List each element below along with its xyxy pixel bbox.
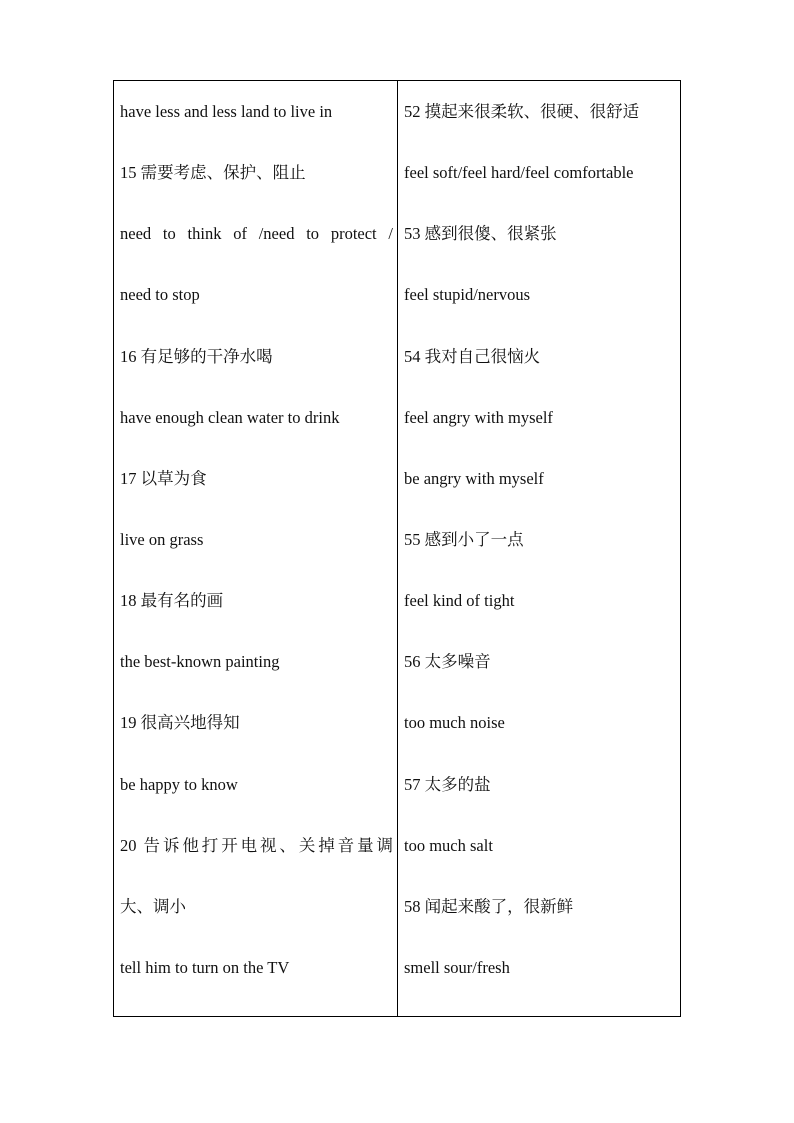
table-line: need to stop (120, 285, 200, 305)
table-line: 54 我对自己很恼火 (404, 346, 541, 366)
table-line: smell sour/fresh (404, 957, 510, 977)
table-line: have less and less land to live in (120, 102, 333, 121)
table-line: be happy to know (120, 774, 238, 794)
table-line: feel stupid/nervous (404, 285, 531, 305)
table-line: too much salt (404, 835, 493, 855)
table-line: 58 闻起来酸了，很新鲜 (404, 896, 574, 916)
table-line: need to think of /need to protect / (120, 224, 393, 244)
right-column (398, 81, 680, 1016)
table-line: 56 太多噪音 (404, 652, 491, 672)
table-line: 大、调小 (120, 896, 186, 916)
table-line: tell him to turn on the TV (120, 957, 290, 977)
table-line: have enough clean water to drink (120, 407, 340, 427)
table-line: feel soft/feel hard/feel comfortable (404, 163, 634, 183)
table-line: 52 摸起来很柔软、很硬、很舒适 (404, 102, 640, 121)
table-line: 18 最有名的画 (120, 591, 224, 611)
table-line: feel angry with myself (404, 407, 553, 427)
table-line: 16 有足够的干净水喝 (120, 346, 273, 366)
table-line: 19 很高兴地得知 (120, 713, 240, 733)
table-line: 20 告诉他打开电视、关掉音量调 (120, 835, 393, 855)
table-line: the best-known painting (120, 652, 280, 672)
table-line: too much noise (404, 713, 505, 733)
table-line: 17 以草为食 (120, 468, 207, 488)
table-line: live on grass (120, 529, 204, 549)
table-line: be angry with myself (404, 468, 544, 488)
table-line: 57 太多的盐 (404, 774, 491, 794)
table-line: feel kind of tight (404, 591, 515, 611)
table-line: 15 需要考虑、保护、阻止 (120, 163, 306, 183)
table-line: 53 感到很傻、很紧张 (404, 224, 557, 244)
left-column (114, 81, 398, 1016)
vocabulary-table (113, 80, 681, 1017)
table-line: 55 感到小了一点 (404, 529, 524, 549)
